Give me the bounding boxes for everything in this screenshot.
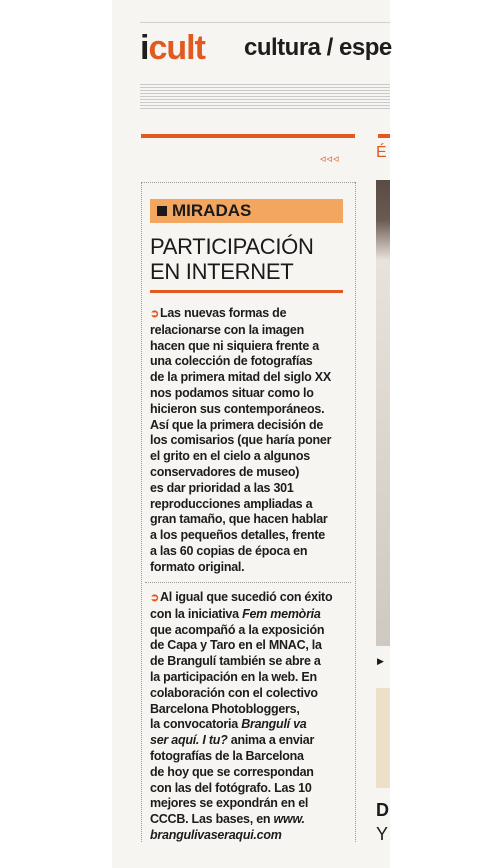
initiative-name: Fem memòria xyxy=(242,606,321,621)
para-line: de la primera mitad del siglo XX xyxy=(150,370,331,385)
para-line: gran tamaño, que hacen hablar xyxy=(150,512,328,527)
section-header xyxy=(140,28,390,72)
icult-logo xyxy=(140,28,205,68)
para-line: de Capa y Taro en el MNAC, la xyxy=(150,638,322,653)
para-line: Al igual que sucedió con éxito xyxy=(159,590,333,604)
paragraph-1 xyxy=(150,306,345,576)
right-column-letter-y: Y xyxy=(376,824,389,844)
arrow-bullet-icon: ➲ xyxy=(150,308,159,320)
right-column-letter-d: D xyxy=(376,800,389,820)
article-top-rule xyxy=(141,134,355,138)
article-title xyxy=(150,234,350,284)
para-line: a las 60 copias de época en xyxy=(150,543,308,558)
title-line-2: EN INTERNET xyxy=(150,259,294,284)
right-column-photo xyxy=(376,180,390,646)
para-line: de hoy que se correspondan xyxy=(150,764,314,779)
para-text: la convocatoria xyxy=(150,717,242,732)
para-line: es dar prioridad a las 301 xyxy=(150,480,294,495)
para-line: colaboración con el colectivo xyxy=(150,685,318,700)
logo-cult: cult xyxy=(148,29,205,67)
dotted-divider xyxy=(141,182,355,183)
para-line: nos podamos situar como lo xyxy=(150,385,314,400)
para-line: de Brangulí también se abre a xyxy=(150,654,321,669)
para-text: anima a enviar xyxy=(227,733,315,748)
para-line: mejores se expondrán en el xyxy=(150,796,309,811)
para-line: una colección de fotografías xyxy=(150,354,313,369)
para-line: que acompañó a la exposición xyxy=(150,622,325,637)
kicker-bar xyxy=(150,199,343,223)
right-column-heading: É xyxy=(376,144,387,161)
nav-arrows-icon: ◃◃◃ xyxy=(320,153,340,165)
para-line: a los pequeños detalles, frente xyxy=(150,528,325,543)
title-line-1: PARTICIPACIÓN xyxy=(150,234,314,259)
para-text: con la iniciativa xyxy=(150,606,243,621)
para-line: Las nuevas formas de xyxy=(159,306,287,320)
para-line: Así que la primera decisión de xyxy=(150,417,324,432)
arrow-bullet-icon: ➲ xyxy=(150,592,159,604)
dotted-left-border xyxy=(141,182,142,842)
website-url: www. xyxy=(273,812,305,827)
right-column-box xyxy=(376,688,390,788)
campaign-name: ser aquí. I tu? xyxy=(150,733,228,748)
para-line: Barcelona Photobloggers, xyxy=(150,701,300,716)
section-title: cultura / espe xyxy=(244,34,392,61)
para-line: relacionarse con la imagen xyxy=(150,322,304,337)
hatched-band xyxy=(140,84,390,110)
title-rule xyxy=(150,290,343,293)
para-line: hicieron sus contemporáneos. xyxy=(150,401,325,416)
para-line: reproducciones ampliadas a xyxy=(150,496,313,511)
kicker-label: MIRADAS xyxy=(172,201,252,220)
para-line: conservadores de museo) xyxy=(150,464,300,479)
para-line: los comisarios (que haría poner xyxy=(150,433,332,448)
logo-i: i xyxy=(140,29,149,67)
para-text: CCCB. Las bases, en xyxy=(150,812,274,827)
para-line: el grito en el cielo a algunos xyxy=(150,449,310,464)
website-url: brangulivaseraqui.com xyxy=(150,827,282,842)
para-line: fotografías de la Barcelona xyxy=(150,748,304,763)
campaign-name: Brangulí va xyxy=(241,717,307,732)
dotted-divider xyxy=(145,582,351,583)
right-column-rule xyxy=(378,134,390,138)
paragraph-2 xyxy=(150,590,345,844)
play-icon: ▶ xyxy=(377,656,384,666)
dotted-right-border xyxy=(355,182,356,842)
para-line: la participación en la web. En xyxy=(150,669,317,684)
para-line: hacen que ni siquiera frente a xyxy=(150,338,319,353)
top-divider xyxy=(140,22,390,23)
para-line: formato original. xyxy=(150,559,245,574)
para-line: con las del fotógrafo. Las 10 xyxy=(150,780,312,795)
square-icon xyxy=(157,206,167,216)
